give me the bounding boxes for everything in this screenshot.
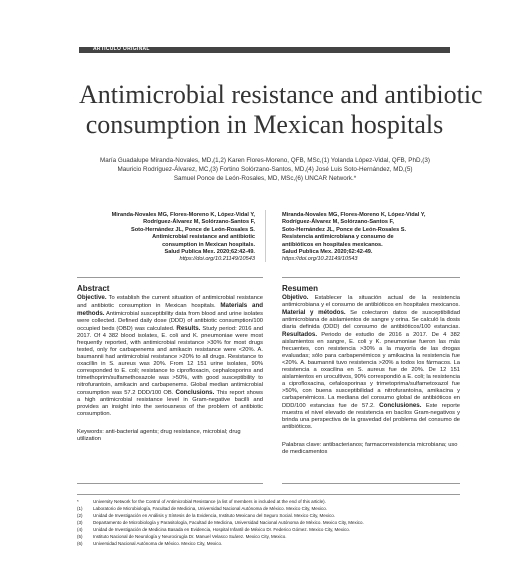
methods-label: Material y métodos. [282, 309, 346, 316]
citation-line: Soto-Hernández JL, Ponce de León-Rosales S. [130, 226, 255, 233]
results-text: Study period: 2016 and 2017. Of 4 382 blood isolates, E. coli and K. pneumoniae were most frequently reported, with antimicrobial resistance >30% for most drugs tested, only for carbapenems and amikacin resistance were <20%. A. baumannii had antimicrobial resistance >20% to all drugs. Resistance to oxacillin in S. aureus was 20%. From 12 151 urine isolates, 90% corresponded to E. coli; resistance to ciprofloxacin, cephalosporins and trimethoprim/sulfamethoxazole was >50%, with good susceptibility to nitrofurantoin, amikacin and carbapenems. Global median antimicrobial consumption was 57.2 DDD/100 OB. [77, 326, 263, 396]
citation-line: Antimicrobial resistance and antibiotic [152, 234, 255, 241]
author-line-3: Samuel Ponce de León-Rosales, MD, MSc,(6) UNCAR Network.* [173, 175, 357, 182]
citation-line: Miranda-Novales MG, Flores-Moreno K, López-Vidal Y, [282, 212, 426, 218]
footnote-marker: (4) [77, 527, 83, 532]
keywords: Keywords: anti-bacterial agents; drug resistance, microbial; drug utilization [77, 429, 241, 442]
citation-journal: Salud Publica Mex. 2020;62:42-49. [164, 249, 255, 256]
footnote-marker: (5) [77, 534, 83, 539]
results-text: Periodo de estudio de 2016 a 2017. De 4 382 aislamientos en sangre, E. coli y K. pneumoniae fueron las más frecuentes, con resistencia >30% a la mayoría de las drogas evaluadas; sólo para carbapenémicos y amikacina la resistencia fue <20%. A. baumannii tuvo resistencia >20% a todos los fármacos. La resistencia a oxacilina en S. aureus fue de 20%. De 12 151 aislamientos en urocultivos, 90% correspondió a E. coli; la resistencia a ciprofloxacina, cefalosporinas y trimetoprima/sulfametoxazol fue >50%, con buena susceptibilidad a nitrofurantoína, amikacina y carbapenémicos. La mediana del consumo global de antibióticos en DDD/100 estancias fue de 57.2. [282, 332, 460, 409]
citation-spanish [282, 212, 460, 264]
footnote-text: Universidad Nacional Autónoma de México. Mexico City, Mexico. [93, 541, 223, 546]
footnote [77, 533, 460, 540]
keywords: Palabras clave: antibacterianos; farmacorresistencia microbiana; uso de medicamentos [282, 442, 458, 455]
footnote [77, 512, 460, 519]
methods-text: Se colectaron datos de susceptibilidad antimicrobiana de aislamientos de sangre y orina. Se calculó la dosis diaria definida (DDD) del consumo de antibióticos/100 estancias. [282, 310, 460, 330]
results-label: Results. [176, 325, 201, 332]
resumen-section [282, 277, 460, 484]
footnote [77, 519, 460, 526]
section-tag-bar [79, 47, 450, 53]
author-line-2: Mauricio Rodríguez-Álvarez, MC,(3) Fortino Solórzano-Santos, MD,(4) José Luis Soto-Hernández, MD,(5) [117, 166, 413, 173]
conclusions-label: Conclusiones. [379, 402, 422, 409]
conclusions-text: This report shows a high antimicrobial resistance level in Gram-negative bacilli and provides an insight into the seriousness of the problem of antibiotic consumption. [77, 390, 263, 417]
objective-text: Establecer la situación actual de la resistencia antimicrobiana y el consumo de antibióticos en hospitales mexicanos. [282, 295, 460, 308]
footnote-marker: (3) [77, 520, 83, 525]
objective-label: Objetivo. [282, 294, 309, 301]
citation-doi-link[interactable]: https://doi.org/10.21149/10543 [282, 256, 358, 263]
footnote [77, 505, 460, 512]
footnote-text: University Network for the Control of Antimicrobial Resistance (a list of members in included at the end of this article). [93, 499, 326, 504]
abstract-section [77, 277, 263, 484]
author-line-1: María Guadalupe Miranda-Novales, MD,(1,2) Karen Flores-Moreno, QFB, MSc,(1) Yolanda López-Vidal, QFB, PhD,(3) [100, 157, 430, 164]
footnote-text: Departamento de Microbiología y Parasitología, Facultad de Medicina, Universidad Nacional Autónoma de México. Mexico City, Mexico. [93, 520, 364, 525]
footnote-text: Unidad de Investigación de Medicina Basada en Evidencia, Hospital Infantil de México Dr. Federico Gómez. Mexico City, Mexico. [93, 527, 351, 532]
footnote [77, 526, 460, 533]
footnote-marker: (6) [77, 541, 83, 546]
title-line-2: consumption in Mexican hospitals [85, 110, 444, 139]
footnote [77, 498, 460, 505]
footnote [77, 540, 460, 547]
conclusions-text: Este reporte muestra el nivel elevado de resistencia en bacilos Gram-negativos y brinda una perspectiva de la gravedad del problema del consumo de antibióticos. [282, 403, 460, 430]
citation-line: Rodríguez-Álvarez M, Solórzano-Santos F, [143, 219, 255, 226]
citation-line: antibióticos en hospitales mexicanos. [282, 241, 383, 248]
footnote-text: Instituto Nacional de Neurología y Neurocirugía Dr. Manuel Velasco Suárez. Mexico City, Mexico. [93, 534, 287, 539]
results-label: Resultados. [282, 331, 318, 338]
footnote-text: Laboratorio de Microbiología, Facultad de Medicina, Universidad Nacional Autónoma de México. Mexico City, Mexico. [93, 506, 328, 511]
author-list [90, 156, 440, 183]
abstract-heading: Abstract [77, 284, 110, 293]
article-title [79, 80, 483, 140]
citation-line: Rodríguez-Álvarez M, Solórzano-Santos F, [282, 219, 394, 226]
citation-line: consumption in Mexican hospitals. [162, 241, 255, 248]
footnote-text: Unidad de Investigación en Análisis y Síntesis de la Evidencia, Instituto Mexicano del Seguro Social. Mexico City, Mexico. [93, 513, 336, 518]
footnote-marker: * [77, 499, 79, 504]
citation-line: Miranda-Novales MG, Flores-Moreno K, López-Vidal Y, [111, 212, 255, 218]
objective-text: To establish the current situation of antimicrobial resistance and antibiotic consumption in Mexican hospitals. [77, 295, 263, 309]
objective-label: Objective. [77, 294, 107, 301]
title-line-1: Antimicrobial resistance and antibiotic [79, 80, 483, 109]
column-divider [265, 210, 266, 262]
resumen-heading: Resumen [282, 284, 319, 293]
citation-doi-link[interactable]: https://doi.org/10.21149/10543 [179, 256, 255, 263]
section-tag: ARTÍCULO ORIGINAL [93, 46, 150, 52]
affiliation-footnotes [77, 498, 460, 547]
footnote-marker: (1) [77, 506, 83, 511]
citation-line: Soto-Hernández JL, Ponce de León-Rosales S. [282, 226, 407, 233]
citation-journal: Salud Publica Mex. 2020;62:42-49. [282, 249, 373, 256]
resumen-body [282, 294, 460, 431]
methods-label: Materials and methods. [77, 302, 264, 317]
citation-line: Resistencia antimicrobiana y consumo de [282, 234, 394, 241]
abstract-body [77, 294, 263, 418]
footnote-marker: (2) [77, 513, 83, 518]
citation-english [77, 212, 255, 264]
methods-text: Antimicrobial susceptibility data from blood and urine isolates were collected. Defined daily dose (DDD) of antibiotic consumption/100 occupied beds (OBD) was calculated. [77, 311, 263, 332]
footnote-rule [77, 494, 460, 495]
conclusions-label: Conclusions. [175, 389, 215, 396]
